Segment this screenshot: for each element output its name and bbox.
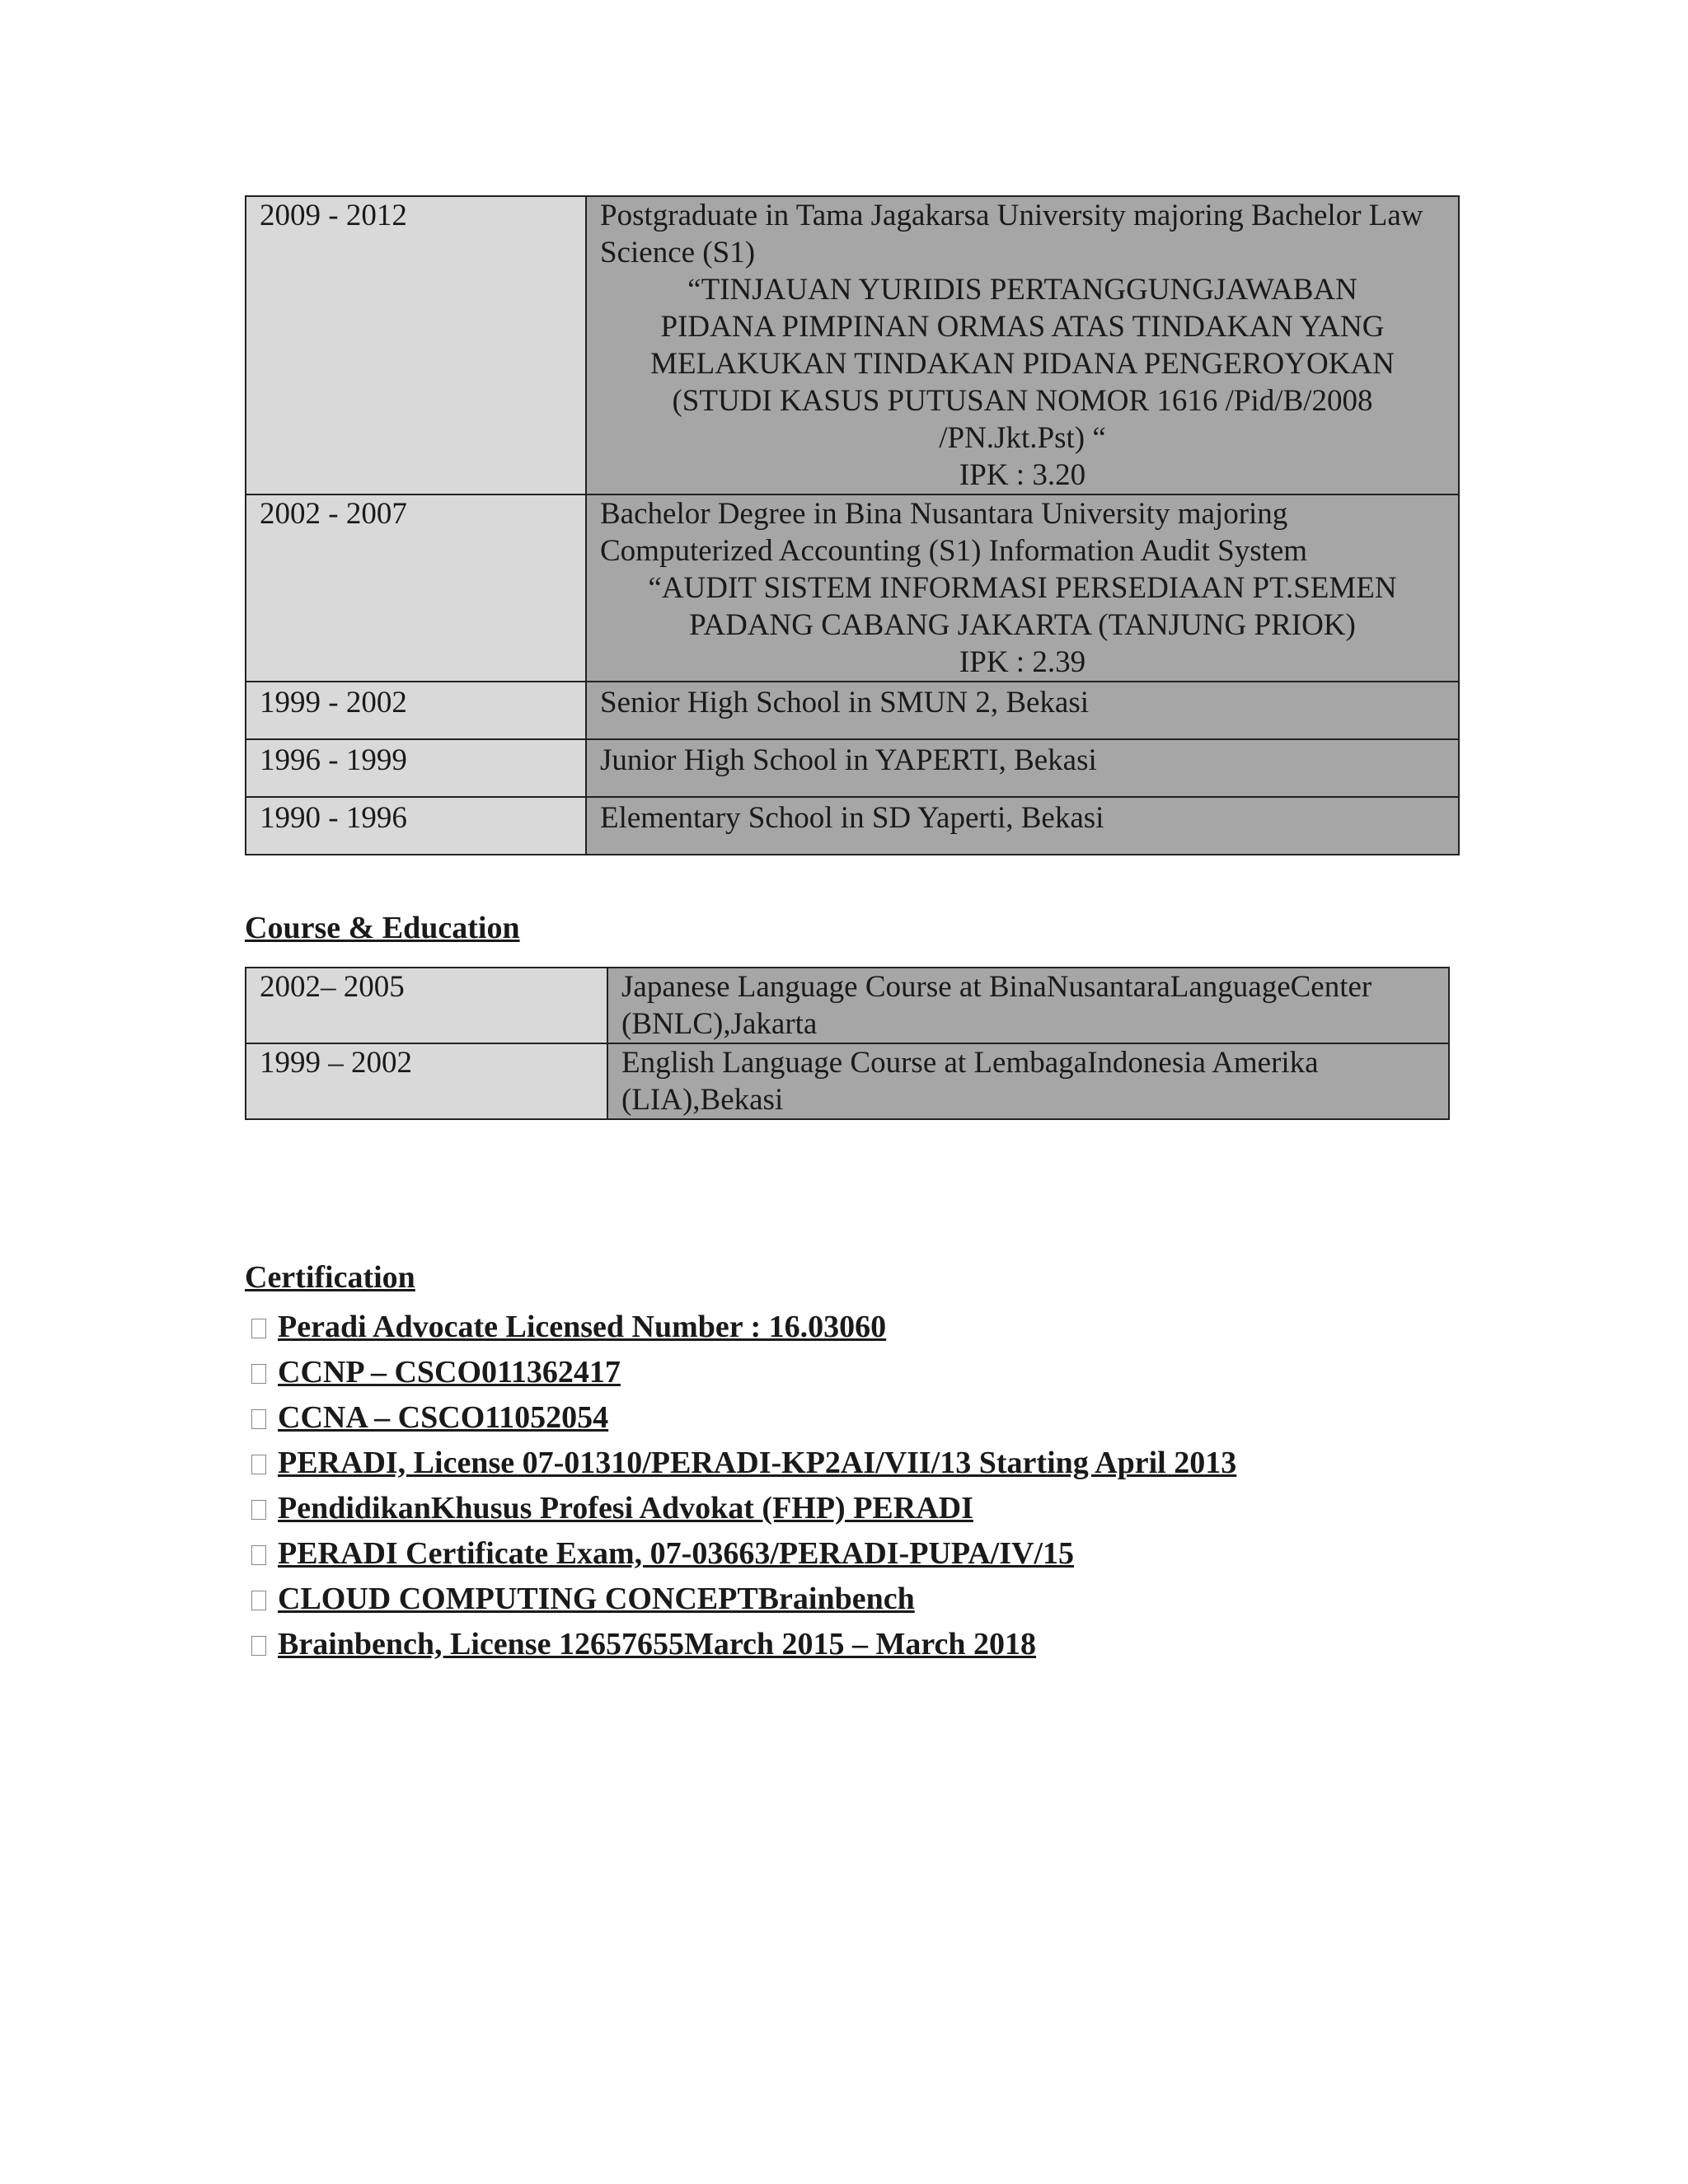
certification-item [245,1486,1236,1531]
thesis-title-line: /PN.Jkt.Pst) “ [939,421,1106,455]
course-description: English Language Course at LembagaIndonesia Amerika (LIA),Bekasi [607,1043,1449,1119]
thesis-title-line: PIDANA PIMPINAN ORMAS ATAS TINDAKAN YANG [660,310,1385,344]
education-row [246,797,1459,855]
thesis-title-line: “TINJAUAN YURIDIS PERTANGGUNGJAWABAN [687,273,1357,307]
education-years: 2002 - 2007 [246,494,586,682]
education-table [245,195,1460,855]
education-row [246,494,1459,682]
bullet-box-icon [251,1500,266,1520]
education-row [246,739,1459,797]
course-table [245,967,1450,1120]
certification-item [245,1577,1236,1622]
education-years: 1996 - 1999 [246,739,586,797]
certification-item [245,1441,1236,1486]
education-row [246,682,1459,739]
course-row [246,968,1449,1043]
certification-item [245,1622,1236,1667]
course-description: Japanese Language Course at BinaNusantaraLanguageCenter (BNLC),Jakarta [607,968,1449,1043]
education-description: Senior High School in SMUN 2, Bekasi [586,682,1459,739]
bullet-box-icon [251,1319,266,1338]
certification-text: PERADI Certificate Exam, 07-03663/PERADI-PUPA/IV/15 [278,1536,1075,1571]
thesis-title-line: (STUDI KASUS PUTUSAN NOMOR 1616 /Pid/B/2008 [672,384,1373,418]
education-description [586,494,1459,682]
certification-item [245,1531,1236,1577]
education-description-text: Bachelor Degree in Bina Nusantara University majoring Computerized Accounting (S1) Information Audit System [600,497,1308,568]
education-row [246,196,1459,494]
education-description-text: Postgraduate in Tama Jagakarsa University majoring Bachelor Law Science (S1) [600,199,1423,269]
gpa-line: IPK : 3.20 [959,458,1086,492]
education-years: 1990 - 1996 [246,797,586,855]
bullet-box-icon [251,1364,266,1384]
bullet-box-icon [251,1455,266,1474]
certification-item [245,1305,1236,1350]
course-row [246,1043,1449,1119]
bullet-box-icon [251,1409,266,1429]
education-years: 2009 - 2012 [246,196,586,494]
education-description [586,196,1459,494]
certification-text: PERADI, License 07-01310/PERADI-KP2AI/VII/13 Starting April 2013 [278,1446,1237,1480]
certification-text: CLOUD COMPUTING CONCEPTBrainbench [278,1582,915,1616]
certification-text: CCNP – CSCO011362417 [278,1355,621,1390]
course-years: 1999 – 2002 [246,1043,607,1119]
thesis-title-line: “AUDIT SISTEM INFORMASI PERSEDIAAN PT.SEMEN [648,571,1397,605]
bullet-box-icon [251,1545,266,1565]
certification-item [245,1395,1236,1441]
education-description: Elementary School in SD Yaperti, Bekasi [586,797,1459,855]
education-description: Junior High School in YAPERTI, Bekasi [586,739,1459,797]
gpa-line: IPK : 2.39 [959,645,1086,679]
thesis-title-line: MELAKUKAN TINDAKAN PIDANA PENGEROYOKAN [650,347,1395,381]
certification-item [245,1350,1236,1395]
certification-text: Peradi Advocate Licensed Number : 16.03060 [278,1310,887,1344]
education-years: 1999 - 2002 [246,682,586,739]
certification-text: PendidikanKhusus Profesi Advokat (FHP) PERADI [278,1491,973,1526]
course-years: 2002– 2005 [246,968,607,1043]
bullet-box-icon [251,1591,266,1610]
certification-list [245,1305,1236,1667]
certification-text: CCNA – CSCO11052054 [278,1400,609,1435]
certification-text: Brainbench, License 12657655March 2015 – March 2018 [278,1627,1037,1661]
bullet-box-icon [251,1636,266,1656]
certification-section-heading: Certification [245,1260,415,1295]
thesis-title-line: PADANG CABANG JAKARTA (TANJUNG PRIOK) [689,608,1356,642]
course-section-heading: Course & Education [245,911,520,945]
